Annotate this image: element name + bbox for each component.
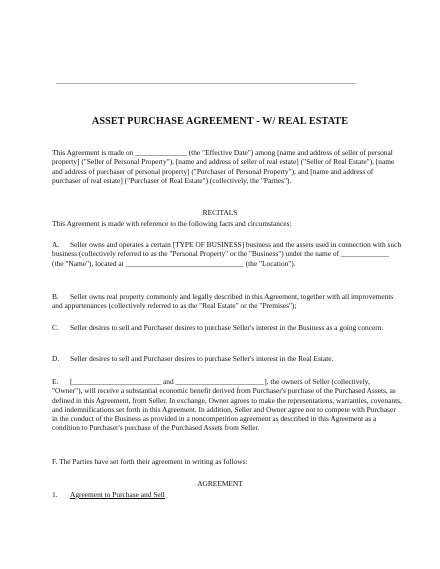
recital-text: Seller desires to sell and Purchaser desires to purchase Seller's interest in the Real Estate.	[70, 354, 334, 363]
recital-text: Seller owns real property commonly and legally described in this Agreement, together with all improvements and appurtenances (collectively referred to as the "Real Estate" or the "Premises");	[52, 292, 394, 311]
document-title: ASSET PURCHASE AGREEMENT - W/ REAL ESTATE	[91, 116, 349, 127]
recital-text: Seller desires to sell and Purchaser desires to purchase Seller's interest in the Business as a going concern.	[70, 323, 384, 332]
recital-marker: F.	[52, 457, 58, 466]
intro-paragraph: This Agreement is made on ______________ (the "Effective Date") among [name and address of seller of personal property] ("Seller of Personal Property"), [name and address of seller of real estate] ("Seller of Real Estate"), [name and address of purchaser of personal property] ("Purchaser of Personal Property"), and [name and address of purchaser of real estate] ("Purchaser of Real Estate") (collectively, the "Parties").	[52, 148, 395, 185]
recital-marker: E.	[52, 377, 59, 386]
recital-marker: C.	[52, 323, 59, 332]
recital-f	[52, 457, 402, 466]
recital-marker: D.	[52, 354, 60, 363]
agreement-heading: AGREEMENT	[197, 479, 243, 488]
recital-c	[52, 323, 402, 332]
recital-e	[52, 377, 402, 433]
recital-b	[52, 292, 402, 311]
section-1	[52, 490, 165, 499]
section-title: Agreement to Purchase and Sell	[70, 490, 165, 499]
recital-marker: A.	[52, 240, 60, 249]
recitals-heading: RECITALS	[202, 208, 238, 217]
recital-text: The Parties have set forth their agreement in writing as follows:	[59, 457, 248, 466]
recital-marker: B.	[52, 292, 59, 301]
recitals-lead: This Agreement is made with reference to the following facts and circumstances:	[52, 219, 292, 228]
recital-text: Seller owns and operates a certain [TYPE OF BUSINESS] business and the assets used in connection with such business (collectively referred to as the "Personal Property" or the "Business") under the name of _____________ (the "Name"), located at ________________________________ (the "Location").	[52, 240, 402, 268]
header-rule	[56, 83, 356, 84]
recital-text: [________________________ and ________________________], the owners of Seller (collectively, "Owner"), will receive a substantial economic benefit derived from Purchaser's purchase of the Purchased Assets, as defined in this Agreement, from Seller. In exchange, Owner agrees to make the representations, warranties, covenants, and indemnifications set forth in this Agreement. In addition, Seller and Owner agree not to compete with Purchaser in the conduct of the Business as provided in a noncompetition agreement as described in this Agreement as a condition to Purchaser's purchase of the Purchased Assets from Seller.	[52, 377, 402, 433]
section-number: 1.	[52, 490, 58, 499]
recital-a	[52, 240, 402, 268]
recital-d	[52, 354, 402, 363]
